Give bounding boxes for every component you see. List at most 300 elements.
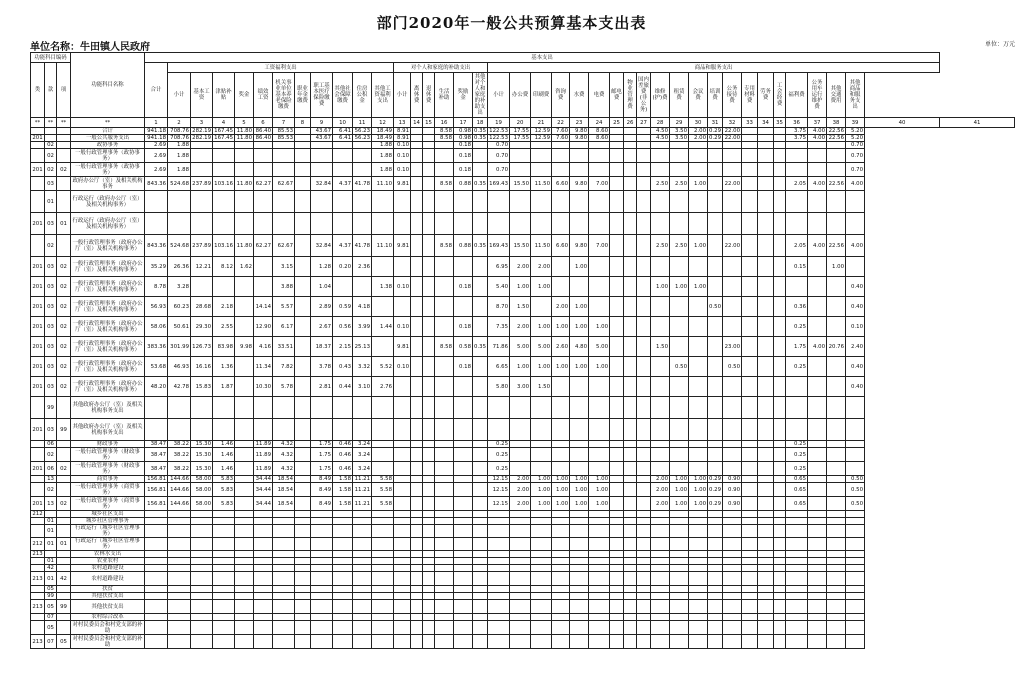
value-cell xyxy=(689,377,708,397)
value-cell xyxy=(774,377,786,397)
value-cell: 1.88 xyxy=(372,142,394,149)
personal-group-header: 对个人和家庭的补助支出 xyxy=(394,63,488,73)
func-name-cell: 一般行政管理事务（政府办公厅（室）及相关机构事务） xyxy=(71,235,145,257)
value-cell xyxy=(454,621,473,635)
value-cell xyxy=(531,462,552,476)
value-cell: 237.89 xyxy=(191,177,213,191)
kuan-cell: 07 xyxy=(45,635,57,649)
value-cell xyxy=(213,397,235,419)
value-cell xyxy=(353,635,372,649)
col-number: 41 xyxy=(940,118,1015,128)
value-cell xyxy=(454,558,473,565)
value-cell: 167.45 xyxy=(214,128,234,134)
value-cell xyxy=(742,419,758,441)
lei-cell xyxy=(31,191,45,213)
col-header-21: 印刷费 xyxy=(531,73,552,118)
value-cell: 62.67 xyxy=(273,177,295,191)
value-cell xyxy=(689,441,708,448)
value-cell xyxy=(786,191,808,213)
value-cell xyxy=(846,518,865,525)
col-number: 26 xyxy=(624,118,637,128)
value-cell xyxy=(689,558,708,565)
value-cell xyxy=(235,357,254,377)
value-cell: 4.00 xyxy=(808,337,827,357)
value-cell xyxy=(213,593,235,600)
value-cell xyxy=(213,572,235,586)
value-cell xyxy=(651,441,670,448)
value-cell xyxy=(610,397,624,419)
value-cell: 2.50 xyxy=(651,177,670,191)
value-cell xyxy=(295,525,311,538)
value-cell xyxy=(689,317,708,337)
value-cell xyxy=(651,397,670,419)
col-header-7: 机关事业单位基本养老保险缴费 xyxy=(273,73,295,118)
value-cell xyxy=(423,357,435,377)
value-cell xyxy=(552,600,570,614)
value-cell xyxy=(651,149,670,163)
value-cell xyxy=(610,586,624,593)
col-number: 16 xyxy=(435,118,454,128)
value-cell: 0.65 xyxy=(786,476,808,483)
value-cell xyxy=(372,419,394,441)
value-cell xyxy=(637,635,651,649)
value-cell: 8.58 xyxy=(435,177,454,191)
value-cell xyxy=(637,277,651,297)
value-cell xyxy=(295,257,311,277)
value-cell xyxy=(423,149,435,163)
value-cell xyxy=(637,538,651,551)
value-cell: 0.29 xyxy=(709,476,722,482)
value-cell xyxy=(570,621,589,635)
value-cell xyxy=(758,441,774,448)
value-cell xyxy=(708,337,723,357)
value-cell: 86.40 xyxy=(254,128,273,135)
value-cell xyxy=(311,558,333,565)
value-cell xyxy=(510,621,531,635)
func-name-cell: 一般行政管理事务（财政事务） xyxy=(71,462,145,476)
value-cell xyxy=(454,419,473,441)
value-cell: 83.98 xyxy=(213,337,235,357)
value-cell xyxy=(570,614,589,621)
value-cell xyxy=(295,448,311,462)
value-cell xyxy=(333,142,353,149)
value-cell xyxy=(637,235,651,257)
value-cell xyxy=(827,538,846,551)
value-cell: 3.15 xyxy=(273,257,295,277)
col-number: 11 xyxy=(353,118,372,128)
value-cell xyxy=(774,600,786,614)
value-cell: 53.68 xyxy=(145,357,168,377)
value-cell xyxy=(473,163,488,177)
value-cell xyxy=(473,257,488,277)
value-cell xyxy=(510,149,531,163)
value-cell xyxy=(589,593,610,600)
value-cell xyxy=(145,213,168,235)
value-cell xyxy=(295,142,311,149)
col-number: 24 xyxy=(589,118,610,128)
value-cell xyxy=(624,462,637,476)
value-cell: 1.58 xyxy=(333,497,353,511)
value-cell xyxy=(235,377,254,397)
value-cell xyxy=(774,586,786,593)
value-cell xyxy=(295,128,311,135)
value-cell xyxy=(372,397,394,419)
value-cell xyxy=(510,511,531,518)
value-cell: 708.76 xyxy=(168,135,191,142)
value-cell xyxy=(723,518,742,525)
value-cell xyxy=(637,177,651,191)
value-cell xyxy=(411,277,423,297)
value-cell xyxy=(651,419,670,441)
value-cell xyxy=(827,621,846,635)
kuan-cell: 07 xyxy=(45,614,57,621)
value-cell xyxy=(637,149,651,163)
value-cell xyxy=(624,191,637,213)
value-cell xyxy=(411,558,423,565)
value-cell: 3.78 xyxy=(311,357,333,377)
value-cell: 1.00 xyxy=(531,476,552,483)
value-cell xyxy=(827,377,846,397)
value-cell xyxy=(758,600,774,614)
value-cell xyxy=(637,551,651,558)
value-cell xyxy=(235,476,254,483)
value-cell xyxy=(295,297,311,317)
value-cell xyxy=(742,586,758,593)
value-cell xyxy=(846,538,865,551)
col-number: 5 xyxy=(235,118,254,128)
col-number: 1 xyxy=(145,118,168,128)
value-cell xyxy=(624,277,637,297)
xiang-cell xyxy=(57,593,71,600)
value-cell xyxy=(742,593,758,600)
value-cell xyxy=(394,621,411,635)
value-cell xyxy=(637,213,651,235)
value-cell xyxy=(758,586,774,593)
value-cell xyxy=(333,525,353,538)
kuan-cell: 03 xyxy=(45,377,57,397)
basic-exp-header: 基本支出 xyxy=(145,53,940,63)
value-cell xyxy=(411,441,423,448)
value-cell xyxy=(610,135,624,142)
value-cell: 8.78 xyxy=(145,277,168,297)
kuan-cell: 02 xyxy=(45,163,57,177)
value-cell: 1.00 xyxy=(589,497,610,511)
value-cell xyxy=(411,551,423,558)
value-cell xyxy=(637,135,651,142)
value-cell xyxy=(311,163,333,177)
value-cell xyxy=(411,565,423,572)
func-name-cell: 合计 xyxy=(71,128,145,135)
value-cell xyxy=(411,177,423,191)
value-cell xyxy=(624,213,637,235)
value-cell xyxy=(774,462,786,476)
value-cell xyxy=(254,213,273,235)
value-cell xyxy=(333,213,353,235)
value-cell xyxy=(651,448,670,462)
value-cell xyxy=(473,448,488,462)
unit-name-label: 单位名称： xyxy=(30,42,80,53)
value-cell xyxy=(827,593,846,600)
value-cell xyxy=(637,511,651,518)
func-name-cell: 政协事务 xyxy=(71,142,145,149)
value-cell xyxy=(610,483,624,497)
value-cell: 9.81 xyxy=(394,177,411,191)
value-cell xyxy=(808,593,827,600)
value-cell xyxy=(473,518,488,525)
value-cell xyxy=(758,337,774,357)
value-cell xyxy=(435,297,454,317)
value-cell xyxy=(827,297,846,317)
value-cell xyxy=(394,614,411,621)
value-cell: 0.65 xyxy=(786,497,808,511)
value-cell xyxy=(394,518,411,525)
value-cell: 6.17 xyxy=(273,317,295,337)
value-cell: 1.62 xyxy=(235,257,254,277)
value-cell xyxy=(758,135,774,142)
value-cell: 1.00 xyxy=(531,357,552,377)
col-number: 40 xyxy=(865,118,940,128)
value-cell xyxy=(273,614,295,621)
value-cell xyxy=(423,163,435,177)
value-cell xyxy=(610,317,624,337)
value-cell xyxy=(311,419,333,441)
func-name-cell: 其他扶贫支出 xyxy=(71,593,145,600)
value-cell xyxy=(295,551,311,558)
value-cell xyxy=(333,635,353,649)
value-cell xyxy=(774,525,786,538)
value-cell: 34.44 xyxy=(254,483,273,497)
value-cell xyxy=(168,191,191,213)
value-cell xyxy=(411,600,423,614)
value-cell xyxy=(273,572,295,586)
value-cell: 62.67 xyxy=(273,235,295,257)
value-cell xyxy=(394,441,411,448)
value-cell xyxy=(435,614,454,621)
value-cell xyxy=(624,476,637,483)
value-cell xyxy=(531,538,552,551)
value-cell xyxy=(372,448,394,462)
value-cell xyxy=(552,257,570,277)
value-cell: 12.59 xyxy=(531,135,552,142)
value-cell xyxy=(610,593,624,600)
value-cell xyxy=(295,149,311,163)
value-cell: 144.66 xyxy=(168,476,191,483)
func-name-cell: 一般行政管理事务（政协事务） xyxy=(71,149,145,163)
value-cell: 1.00 xyxy=(570,257,589,277)
value-cell xyxy=(273,558,295,565)
value-cell xyxy=(254,525,273,538)
value-cell xyxy=(353,163,372,177)
lei-cell: 201 xyxy=(31,213,45,235)
value-cell xyxy=(723,397,742,419)
col-number: 25 xyxy=(610,118,624,128)
value-cell xyxy=(670,441,689,448)
value-cell xyxy=(708,586,723,593)
value-cell xyxy=(145,635,168,649)
value-cell xyxy=(723,635,742,649)
value-cell xyxy=(273,538,295,551)
value-cell: 41.78 xyxy=(353,177,372,191)
value-cell xyxy=(774,357,786,377)
col-number: 33 xyxy=(742,118,758,128)
value-cell xyxy=(589,525,610,538)
value-cell xyxy=(394,483,411,497)
value-cell: 4.00 xyxy=(846,177,865,191)
value-cell: 5.58 xyxy=(372,476,394,483)
value-cell xyxy=(670,593,689,600)
value-cell xyxy=(411,572,423,586)
col-number: 30 xyxy=(689,118,708,128)
value-cell xyxy=(570,448,589,462)
value-cell xyxy=(846,511,865,518)
value-cell xyxy=(168,213,191,235)
value-cell: 8.60 xyxy=(589,135,610,142)
value-cell xyxy=(624,142,637,149)
value-cell xyxy=(689,565,708,572)
value-cell xyxy=(774,572,786,586)
value-cell xyxy=(758,191,774,213)
value-cell xyxy=(435,551,454,558)
kuan-cell: 03 xyxy=(45,419,57,441)
value-cell xyxy=(353,538,372,551)
kuan-cell: 02 xyxy=(45,149,57,163)
value-cell xyxy=(353,149,372,163)
value-cell xyxy=(411,525,423,538)
value-cell xyxy=(510,213,531,235)
value-cell xyxy=(473,191,488,213)
col-header-2: 小计 xyxy=(168,73,191,118)
value-cell: 1.38 xyxy=(372,277,394,297)
value-cell: 0.25 xyxy=(786,462,808,476)
value-cell: 2.05 xyxy=(786,177,808,191)
value-cell xyxy=(145,586,168,593)
value-cell xyxy=(168,397,191,419)
value-cell xyxy=(651,558,670,565)
col-header-30: 会议费 xyxy=(689,73,708,118)
value-cell xyxy=(435,377,454,397)
table-row xyxy=(31,128,1015,135)
value-cell xyxy=(311,538,333,551)
value-cell: 0.70 xyxy=(846,163,865,177)
col-number: 19 xyxy=(488,118,510,128)
value-cell xyxy=(311,586,333,593)
value-cell xyxy=(827,511,846,518)
col-number: 36 xyxy=(786,118,808,128)
value-cell: 9.80 xyxy=(570,128,589,135)
value-cell: 32.84 xyxy=(311,235,333,257)
xiang-cell: 99 xyxy=(57,419,71,441)
value-cell xyxy=(570,600,589,614)
value-cell: 1.00 xyxy=(531,497,552,511)
value-cell: 11.21 xyxy=(353,483,372,497)
value-cell xyxy=(145,558,168,565)
col-number: 13 xyxy=(394,118,411,128)
value-cell xyxy=(552,635,570,649)
col-number: 22 xyxy=(552,118,570,128)
kuan-cell: 03 xyxy=(45,257,57,277)
value-cell xyxy=(723,572,742,586)
value-cell xyxy=(435,142,454,149)
func-name-cell: 财政事务 xyxy=(71,441,145,448)
value-cell xyxy=(372,441,394,448)
value-cell xyxy=(423,397,435,419)
value-cell xyxy=(610,337,624,357)
value-cell xyxy=(295,511,311,518)
value-cell xyxy=(808,483,827,497)
value-cell xyxy=(488,191,510,213)
value-cell xyxy=(570,213,589,235)
value-cell xyxy=(689,397,708,419)
value-cell xyxy=(774,558,786,565)
value-cell xyxy=(808,277,827,297)
value-cell xyxy=(235,614,254,621)
kuan-cell xyxy=(45,128,57,135)
value-cell: 2.15 xyxy=(333,337,353,357)
value-cell: 2.81 xyxy=(311,377,333,397)
value-cell xyxy=(742,518,758,525)
value-cell xyxy=(552,565,570,572)
value-cell xyxy=(774,483,786,497)
value-cell xyxy=(353,565,372,572)
value-cell xyxy=(742,135,758,142)
value-cell xyxy=(708,257,723,277)
value-cell: 0.10 xyxy=(846,317,865,337)
value-cell xyxy=(786,614,808,621)
value-cell xyxy=(808,586,827,593)
value-cell xyxy=(637,448,651,462)
value-cell xyxy=(742,397,758,419)
value-cell xyxy=(510,600,531,614)
value-cell xyxy=(808,538,827,551)
value-cell xyxy=(423,337,435,357)
value-cell xyxy=(827,600,846,614)
value-cell: 12.21 xyxy=(191,257,213,277)
col-header-9: 职工基本医疗保险缴费 xyxy=(311,73,333,118)
value-cell: 1.46 xyxy=(213,448,235,462)
lei-cell: 212 xyxy=(31,538,45,551)
value-cell xyxy=(423,614,435,621)
value-cell xyxy=(774,551,786,558)
value-cell xyxy=(531,551,552,558)
value-cell xyxy=(758,558,774,565)
value-cell xyxy=(295,357,311,377)
value-cell: 11.10 xyxy=(372,235,394,257)
value-cell xyxy=(531,600,552,614)
table-row xyxy=(31,419,1015,441)
value-cell xyxy=(372,558,394,565)
value-cell: 0.18 xyxy=(454,163,473,177)
value-cell xyxy=(145,518,168,525)
value-cell xyxy=(254,600,273,614)
value-cell xyxy=(723,163,742,177)
value-cell: 0.18 xyxy=(454,317,473,337)
value-cell xyxy=(846,551,865,558)
value-cell xyxy=(624,518,637,525)
lei-cell xyxy=(31,483,45,497)
value-cell: 22.56 xyxy=(827,235,846,257)
value-cell xyxy=(394,538,411,551)
value-cell xyxy=(610,128,624,135)
value-cell: 0.88 xyxy=(454,235,473,257)
value-cell xyxy=(488,635,510,649)
col-number: 20 xyxy=(510,118,531,128)
value-cell xyxy=(610,448,624,462)
value-cell: 126.73 xyxy=(191,337,213,357)
value-cell xyxy=(827,163,846,177)
value-cell xyxy=(353,586,372,593)
value-cell: 3.88 xyxy=(273,277,295,297)
value-cell: 169.43 xyxy=(488,177,510,191)
